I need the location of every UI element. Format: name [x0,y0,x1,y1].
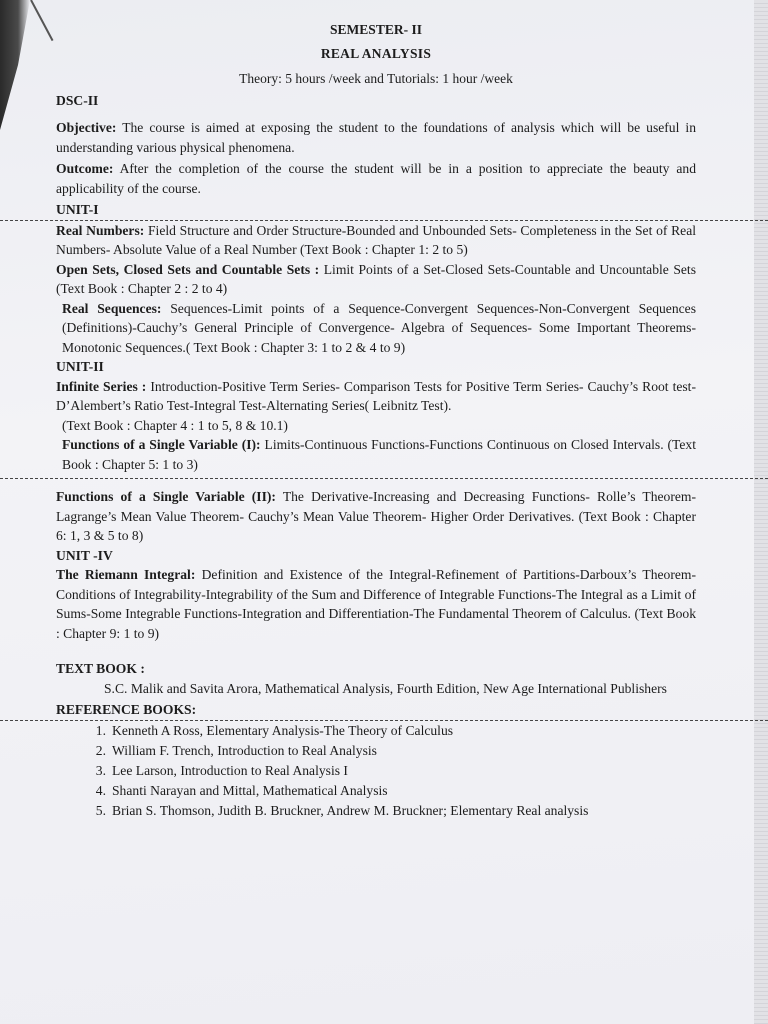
course-code: DSC-II [56,92,99,108]
reference-books-heading: REFERENCE BOOKS: [56,702,197,717]
divider-rule [0,478,768,479]
topic-text: Definition and Existence of the Integral-Refinement of Partitions-Darboux’s Theorem-Conditions of Integrability-Integrability of the Sum and Difference of Integrable Functions-The Integral as a Limit of Sums-Some Integrable Functions-Integration and Differentiation-The Fundamental Theorem of Calculus. (Text Book : Chapter 9: 1 to 9) [56,567,696,641]
topic-text: Limits-Continuous Functions-Functions Continuous on Closed Intervals. (Text Book : Chapter 5: 1 to 3) [62,437,696,472]
topic-text: Introduction-Positive Term Series- Comparison Tests for Positive Term Series- Cauchy’s Root test- D’Alembert’s Ratio Test-Integral Test-Alternating Series( Leibnitz Test). [56,378,696,413]
divider-rule [0,720,768,721]
unit-2-topic-functions-1 [56,435,696,474]
divider-rule [0,220,768,221]
theory-hours: Theory: 5 hours /week and Tutorials: 1 hour /week [239,71,513,86]
page-corner-shadow [0,0,30,130]
topic-label: Infinite Series : [56,378,147,394]
topic-text: Sequences-Limit points of a Sequence-Convergent Sequences-Non-Convergent Sequences (Definitions)-Cauchy’s General Principle of Convergence- Algebra of Sequences- Some Important Theorems-Monotonic Sequences.( Text Book : Chapter 3: 1 to 2 & 4 to 9) [62,300,696,355]
objective-paragraph [56,118,696,157]
topic-text: The Derivative-Increasing and Decreasing Functions- Rolle’s Theorem-Lagrange’s Mean Value Theorem- Cauchy’s Mean Value Theorem- Higher Order Derivatives. (Text Book : Chapter 6: 1, 3 & 5 to 8) [56,489,696,543]
unit-1-topic-real-sequences [56,299,696,358]
list-item: 4. Shanti Narayan and Mittal, Mathematical Analysis [95,782,388,798]
topic-text: Field Structure and Order Structure-Bounded and Unbounded Sets- Completeness in the Set of Real Numbers- Absolute Value of a Real Number (Text Book : Chapter 1: 2 to 5) [56,222,697,257]
text-book-entry: S.C. Malik and Savita Arora, Mathematical Analysis, Fourth Edition, New Age International Publishers [104,680,667,696]
text-book-heading: TEXT BOOK : [56,661,145,676]
topic-label: Real Numbers: [56,222,145,238]
staple-mark [30,0,53,41]
list-item: 5. Brian S. Thomson, Judith B. Bruckner, Andrew M. Bruckner; Elementary Real analysis [95,802,589,818]
unit-2-topic-infinite-series [56,377,696,416]
unit-1-topic-real-numbers [56,221,696,260]
unit-4-heading: UNIT -IV [56,547,113,563]
topic-label: Functions of a Single Variable (II): [56,489,276,504]
objective-text: The course is aimed at exposing the student to the foundations of analysis which will be useful in understanding various physical phenomena. [56,120,696,155]
list-item: 3. Lee Larson, Introduction to Real Analysis I [95,762,348,778]
semester-heading: SEMESTER- II [330,22,422,37]
topic-label: Open Sets, Closed Sets and Countable Sets : [56,261,320,277]
list-item: 2. William F. Trench, Introduction to Real Analysis [95,742,377,758]
objective-label: Objective: [56,120,117,135]
outcome-paragraph [56,159,696,198]
outcome-text: After the completion of the course the student will be in a position to appreciate the beauty and applicability of the course. [56,161,696,196]
topic-label: The Riemann Integral: [56,567,196,582]
reference-list [56,721,696,821]
course-title: REAL ANALYSIS [320,45,432,61]
unit-4-topic-riemann-integral [56,565,696,643]
list-item: 1. Kenneth A Ross, Elementary Analysis-The Theory of Calculus [95,722,454,738]
unit-1-heading: UNIT-I [56,202,99,217]
unit-2-heading: UNIT-II [56,359,104,374]
unit-1-topic-open-sets [56,260,696,299]
unit-3-topic-functions-2 [56,487,696,546]
topic-text: Limit Points of a Set-Closed Sets-Countable and Uncountable Sets (Text Book : Chapter 2 : 2 to 4) [56,261,697,296]
syllabus-content [56,18,696,821]
page-edge-stack [754,0,768,1024]
topic-label: Functions of a Single Variable (I): [62,437,261,452]
unit-2-text-book-ref: (Text Book : Chapter 4 : 1 to 5, 8 & 10.1) [62,417,288,433]
topic-label: Real Sequences: [62,300,162,316]
outcome-label: Outcome: [56,161,114,176]
